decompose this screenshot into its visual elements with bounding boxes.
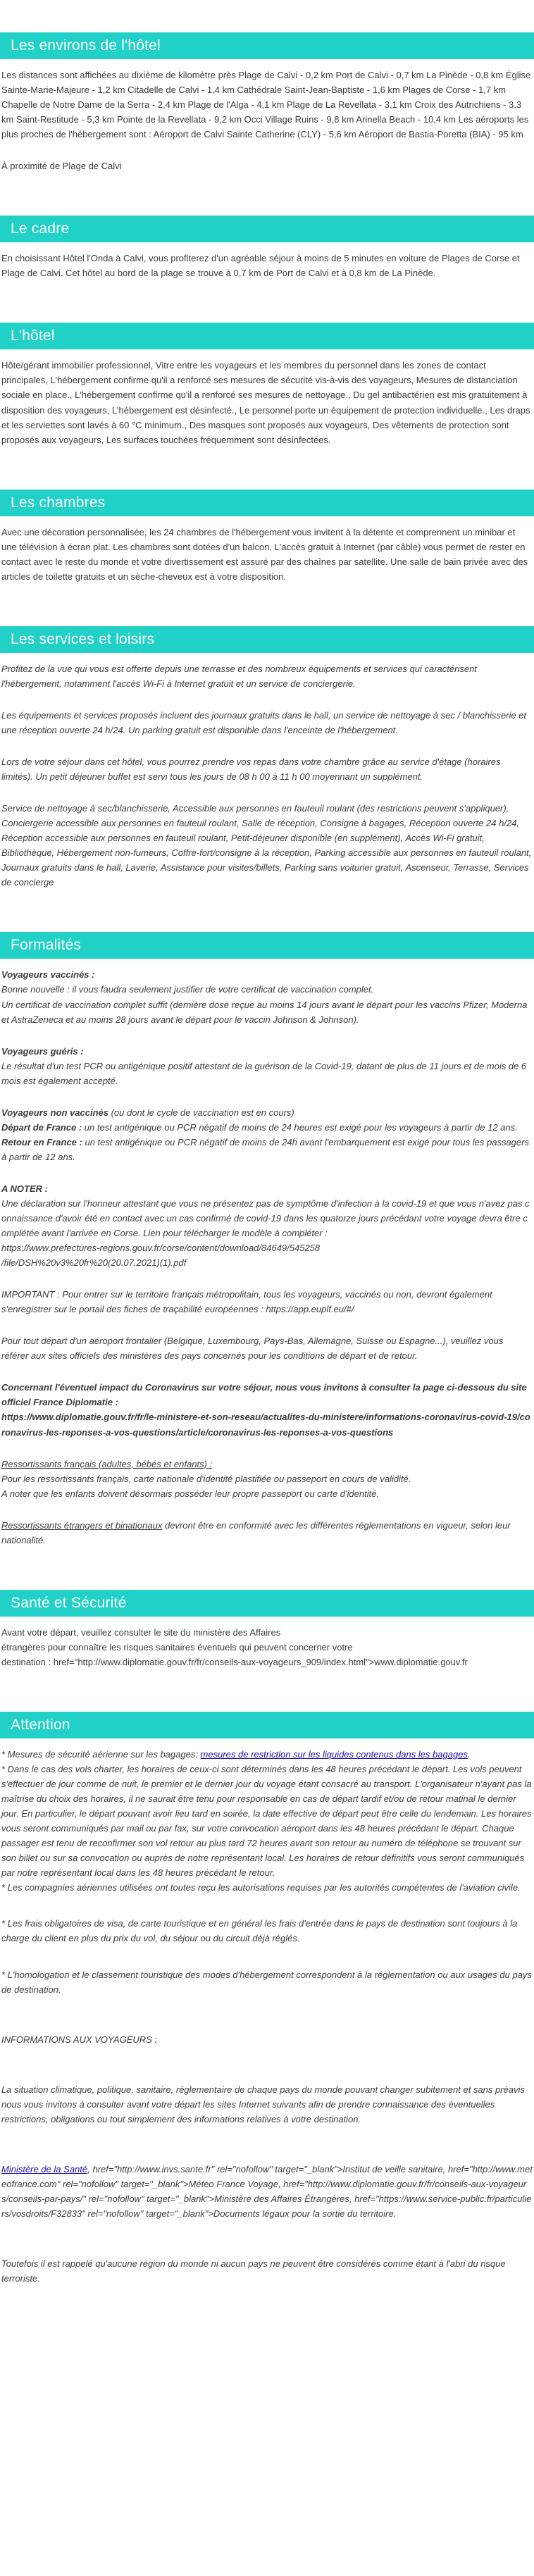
services-text-4: Service de nettoyage à sec/blanchisserie, Accessible aux personnes en fauteuil roulant (des restrictions peuvent s'appliquer), Conciergerie accessible aux personnes en fauteuil roulant, Salle de réception, Consigne à bagages, Réception ouverte 24 h/24, Réception accessible aux personnes en fauteuil roulant, Petit-déjeuner disponible (en supplément), Accès Wi-Fi gratuit, Bibliothèque, Hébergement non-fumeurs, Coffre-fort/consigne à la réception, Parking accessible aux personnes en fauteuil roulant, Journaux gratuits dans le hall, Laverie, Assistance pour visites/billets, Parking sans voiturier gratuit, Ascenseur, Terrasse, Services de concierge [1, 803, 532, 888]
services-text-2: Les équipements et services proposés incluent des journaux gratuits dans le hall, un service de nettoyage à sec / blanchisserie et une réception ouverte 24 h/24. Un parking gratuit est disponible dans l'enceinte de l'hébergement. [1, 709, 527, 735]
vaccines-block [1, 967, 533, 1026]
cadre-text: En choisissant Hôtel l'Onda à Calvi, vous profiterez d'un agréable séjour à moins de 5 minutes en voiture de Plages de Corse et Plage de Calvi. Cet hôtel au bord de la plage se trouve à 0,7 km de Port de Calvi et à 0,8 km de La Pinède. [1, 253, 520, 279]
links-block [1, 2162, 533, 2221]
section-header-environs [0, 32, 534, 59]
vaccines-heading: Voyageurs vaccinés : [1, 969, 95, 981]
section-content [0, 967, 534, 1547]
concernant-text: Concernant l'éventuel impact du Coronavirus sur votre séjour, nous vous invitons à consulter la page ci-dessous du site officiel France Diplomatie : [1, 1382, 527, 1408]
section-sante [0, 1590, 534, 1669]
concernant-block [1, 1380, 533, 1439]
section-header-services [0, 626, 534, 653]
ressortissants-fr-block [1, 1457, 533, 1501]
gueris-heading: Voyageurs guéris : [1, 1045, 84, 1057]
gueris-text: Le résultat d'un test PCR ou antigénique positif attestant de la guérison de la Covid-19, datant de plus de 11 jours et de mois de 6 mois est également accepté. [1, 1060, 527, 1086]
charter-text: * Dans le cas des vols charter, les horaires de ceux-ci sont déterminés dans les 48 heures précédant le départ. Les vols peuvent s'effectuer de jour comme de nuit, le premier et le dernier jour du voyage étant consacré au transport. L'organisateur n'ayant pas la maîtrise du choix des horaires, il ne saurait être tenu pour responsable en cas de départ tardif et/ou de retour matinal le dernier jour. En particulier, le départ pouvant avoir lieu tard en soirée, la date effective de départ peut être celle du lendemain. Les horaires vous seront communiqués par mail ou par fax, sur votre convocation aéroport dans les 48 heures précédant le départ. Chaque passager est tenu de reconfirmer son vol retour au plus tard 72 heures avant son retour au numéro de téléphone se trouvant sur son billet ou sur sa convocation ou auprès de notre représentant local. Les horaires de retour définitifs vous seront communiqués par notre représentant local dans les 48 heures précédant le retour. * Les compagnies aériennes utilisées ont toutes reçu les autorisations requises par les autorités compétentes de l'aviation civile. [1, 1764, 532, 1893]
retour-label: Retour en France : [1, 1136, 82, 1147]
section-content [0, 68, 534, 173]
proximity-text: À proximité de Plage de Calvi [1, 161, 122, 172]
frais-text: * Les frais obligatoires de visa, de carte touristique et en général les frais d'entrée dans le pays de destination sont toujours à la charge du client en plus du prix du vol, du séjour ou du circuit déjà réglés. [1, 1918, 518, 1944]
links-text: , href="http://www.invs.sante.fr" rel="nofollow" target="_blank">Institut de veille sanitaire, href="http://www.meteofrance.com" rel="nofollow" target="_blank">Méteo France Voyage, href="http://www.diplomatie.gouv.fr/fr/conseils-aux-voyageurs/conseils-par-pays/" rel="nofollow" target="_blank">Ministère des Affaires Étrangères, href="https://www.service-public.fr/particuliers/vosdroits/F32833" rel="nofollow" target="_blank">Documents légaux pour la sortie du territoire. [1, 2163, 533, 2219]
section-title: Les services et loisirs [11, 630, 155, 647]
note-heading: A NOTER : [1, 1183, 48, 1194]
ressortissants-et-text: devront être en conformité avec les différentes réglementations en vigueur, selon leur nationalité. [1, 1519, 511, 1545]
important-text: IMPORTANT : Pour entrer sur le territoire français métropolitain, tous les voyageurs, vaccinés ou non, devront également s'enregistrer sur le portail des fiches de traçabilité européennes : https://app.euplf.eu/#/ [1, 1289, 492, 1315]
non-vaccines-heading: Voyageurs non vaccinés [1, 1107, 108, 1118]
homologation-text: * L'homologation et le classement touristique des modes d'hébergement correspondent à la réglementation ou aux usages du pays de destination. [1, 1969, 532, 1995]
ressortissants-et-block [1, 1518, 533, 1548]
ressortissants-fr-heading: Ressortissants français (adultes, bébés et enfants) : [1, 1458, 213, 1469]
section-header-formalites [0, 932, 534, 959]
gueris-block [1, 1044, 533, 1088]
section-content [0, 251, 534, 280]
section-title: Le cadre [11, 220, 70, 237]
non-vaccines-note: (ou dont le cycle de vaccination est en cours) [108, 1107, 294, 1118]
section-content [0, 358, 534, 447]
hotel-text: Hôte/gérant immobilier professionnel, Vitre entre les voyageurs et les membres du personnel dans les zones de contact principales, L'hébergement confirme qu'il a renforcé ses mesures de sécurité vis-à-vis des voyageurs, Mesures de distanciation sociale en place., L'hébergement confirme qu'il a renforcé ses mesures de nettoyage., Du gel antibactérien est mis gratuitement à disposition des voyageurs, L'hébergement est désinfecté., Le personnel porte un équipement de protection individuelle., Les draps et les serviettes sont lavés à 60 °C minimum., Des masques sont proposés aux voyageurs, Des vêtements de protection sont proposés aux voyageurs, Les surfaces touchées fréquemment sont désinfectées. [1, 360, 530, 445]
concernant-url[interactable]: https://www.diplomatie.gouv.fr/fr/le-ministere-et-son-reseau/actualites-du-ministere/informations-coronavirus-covid-19/coronavirus-les-reponses-a-vos-questions/article/coronavirus-les-reponses-a-vos-questions [1, 1412, 530, 1438]
section-header-attention [0, 1712, 534, 1738]
section-environs [0, 32, 534, 173]
ressortissants-et-heading: Ressortissants étrangers et binationaux [1, 1519, 163, 1531]
non-vaccines-block [1, 1105, 533, 1164]
section-content [0, 1625, 534, 1669]
terrorisme-text: Toutefois il est rappelé qu'aucune région du monde ni aucun pays ne peuvent être considérés comme étant à l'abri du risque terroriste. [1, 2258, 506, 2284]
section-title: Les chambres [11, 494, 106, 511]
services-text-1: Profitez de la vue qui vous est offerte depuis une terrasse et des nombreux équipements et services qui caractérisent l'hébergement, notamment l'accès Wi-Fi à Internet gratuit et un service de conciergerie. [1, 663, 477, 689]
chambres-text: Avec une décoration personnalisée, les 24 chambres de l'hébergement vous invitent à la détente et comprennent un minibar et une télévision à écran plat. Les chambres sont dotées d'un balcon. L'accès gratuit à Internet (par câble) vous permet de rester en contact avec le reste du monde et votre divertissement est assuré par des chaînes par satellite. Une salle de bain privée avec des articles de toilette gratuits et un sèche-cheveux est à votre disposition. [1, 526, 528, 582]
section-title: Attention [11, 1716, 70, 1733]
services-text-3: Lors de votre séjour dans cet hôtel, vous pourrez prendre vos repas dans votre chambre grâce au service d'étage (horaires limités). Un petit déjeuner buffet est servi tous les jours de 08 h 00 à 11 h 00 moyennant un supplément. [1, 757, 501, 783]
retour-text: un test antigénique ou PCR négatif de moins de 24h avant l'embarquement est exigé pour tous les passagers à partir de 12 ans. [1, 1136, 529, 1162]
section-header-cadre [0, 216, 534, 242]
ressortissants-fr-text: Pour les ressortissants français, carte nationale d'identité plastifiée ou passeport en cours de validité. A noter que les enfants doivent désormais posséder leur propre passeport ou carte d'identité. [1, 1473, 411, 1499]
attention-block-1 [1, 1747, 533, 1895]
section-title: Formalités [11, 937, 82, 954]
section-hotel [0, 323, 534, 447]
section-header-sante [0, 1590, 534, 1617]
bagages-link[interactable]: mesures de restriction sur les liquides contenus dans les bagages [200, 1748, 468, 1760]
section-title: Santé et Sécurité [11, 1594, 127, 1611]
section-title: Les environs de l'hôtel [11, 37, 161, 54]
section-header-hotel [0, 323, 534, 349]
section-content [0, 1747, 534, 2286]
section-formalites [0, 932, 534, 1547]
sante-text: Avant votre départ, veuillez consulter le site du ministère des Affaires étrangères pour connaître les risques sanitaires éventuels qui peuvent concerner votre destination : href="http://www.diplomatie.gouv.fr/fr/conseils-aux-voyageurs_909/index.html">www.diplomatie.gouv.fr [1, 1626, 468, 1667]
note-block [1, 1181, 533, 1270]
bagages-suffix: . [467, 1748, 471, 1760]
section-chambres [0, 490, 534, 584]
section-content [0, 661, 534, 890]
situation-text: La situation climatique, politique, sanitaire, réglementaire de chaque pays du monde pouvant changer subitement et sans préavis nous vous invitons à consulter avant votre départ les sites Internet suivants afin de prendre connaissance des éventuelles restrictions, obligations ou tout simplement des informations relatives à votre destination. [1, 2084, 525, 2124]
depart-text: un test antigénique ou PCR négatif de moins de 24 heures est exigé pour les voyageurs à partir de 12 ans. [82, 1121, 518, 1133]
depart-label: Départ de France : [1, 1121, 82, 1133]
bagages-prefix: * Mesures de sécurité aérienne sur les bagages: [1, 1748, 201, 1760]
section-title: L'hôtel [11, 328, 55, 344]
section-attention [0, 1712, 534, 2286]
infos-heading: INFORMATIONS AUX VOYAGEURS : [1, 2034, 158, 2045]
frontalier-text: Pour tout départ d'un aéroport frontalier (Belgique, Luxembourg, Pays-Bas, Allemagne, Suisse ou Espagne...), veuillez vous référer aux sites officiels des ministères des pays concernés pour les conditions de départ et de retour. [1, 1336, 504, 1362]
vaccines-text: Bonne nouvelle : il vous faudra seulement justifier de votre certificat de vaccination complet. Un certificat de vaccination complet suffit (dernière dose reçue au moins 14 jours avant le départ pour les vaccins Pfizer, Moderna et AstraZeneca et au moins 28 jours avant le départ pour le vaccin Johnson & Johnson). [1, 984, 528, 1025]
section-content [0, 525, 534, 584]
sante-link[interactable]: Ministère de la Santé [1, 2163, 88, 2174]
section-header-chambres [0, 490, 534, 516]
distances-text: Les distances sont affichées au dixième de kilomètre près Plage de Calvi - 0,2 km Port de Calvi - 0,7 km La Pinède - 0,8 km Église Sainte-Marie-Majeure - 1,2 km Citadelle de Calvi - 1,4 km Cathédrale Saint-Jean-Baptiste - 1,6 km Plages de Corse - 1,7 km Chapelle de Notre Dame de la Serra - 2,4 km Plage de l'Alga - 4,1 km Plage de La Revellata - 3,1 km Croix des Autrichiens - 3,3 km Saint-Restitude - 5,3 km Pointe de la Revellata - 9,2 km Occi Village Ruins - 9,8 km Arinella Beach - 10,4 km Les aéroports les plus proches de l'hébergement sont : Aéroport de Calvi Sainte Catherine (CLY) - 5,6 km Aéroport de Bastia-Poretta (BIA) - 95 km [1, 70, 531, 140]
note-text: Une déclaration sur l'honneur attestant que vous ne présentez pas de symptôme d'infection à la covid-19 et que vous n'avez pas connaissance d'avoir été en contact avec un cas confirmé de covid-19 dans les quatorze jours précédant votre voyage devra être complétée avant l'arrivée en Corse. Lien pour télécharger le modèle à compléter : https://www.prefectures-regions.gouv.fr/corse/content/download/84649/545258 /file/DSH%20v3%20fr%20(20.07.2021)(1).pdf [1, 1197, 530, 1269]
section-services [0, 626, 534, 890]
section-cadre [0, 216, 534, 280]
